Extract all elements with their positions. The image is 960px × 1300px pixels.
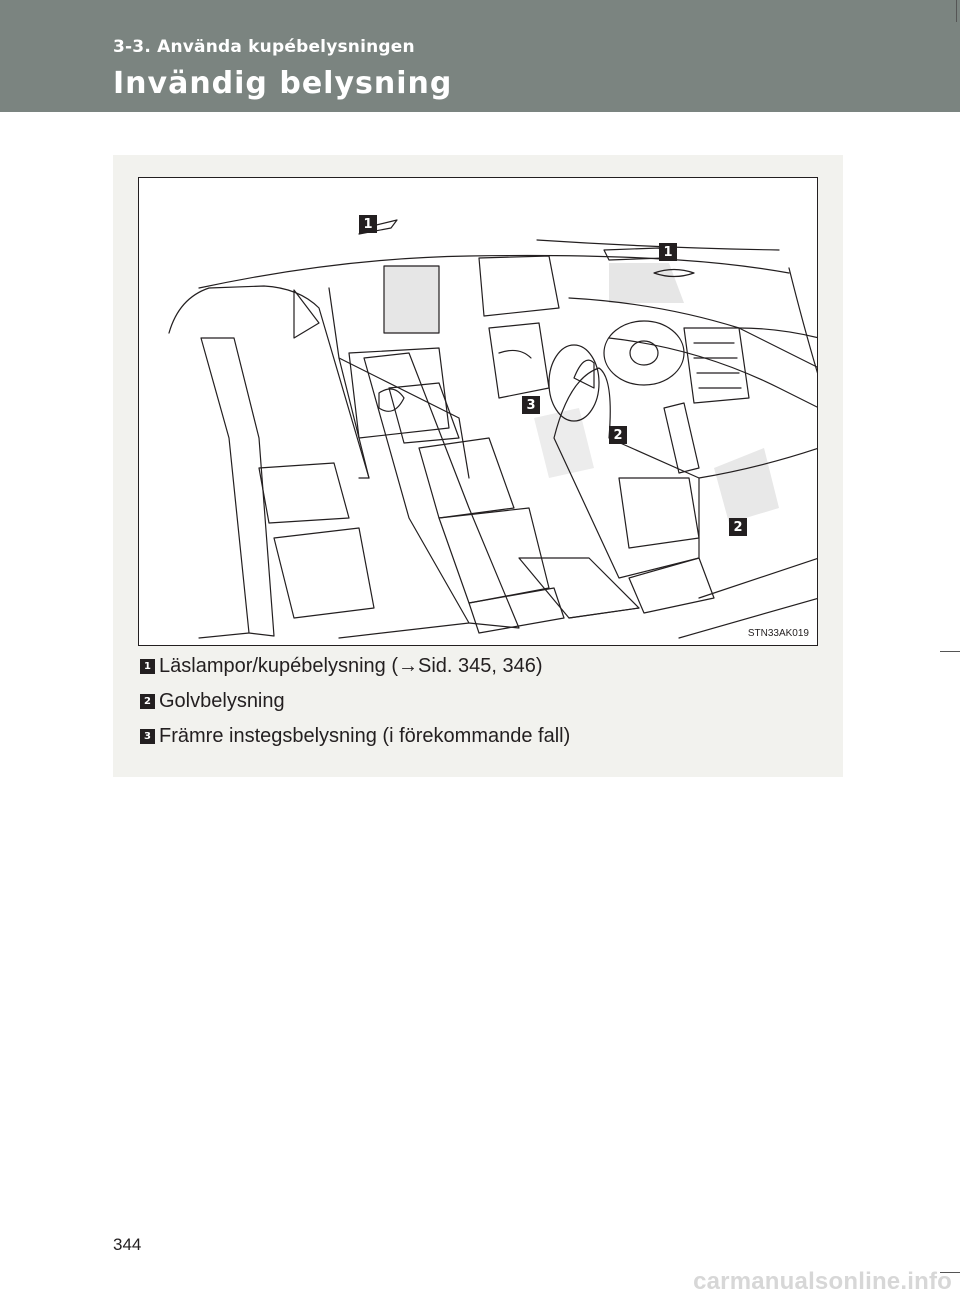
legend-number: 2 xyxy=(140,694,155,709)
crop-mark xyxy=(956,0,957,22)
legend-number: 3 xyxy=(140,729,155,744)
legend-item xyxy=(140,690,830,712)
legend-text: Läslampor/kupébelysning (→Sid. 345, 346) xyxy=(159,654,543,677)
page-number: 344 xyxy=(113,1235,142,1254)
callout-front-step-light: 3 xyxy=(522,396,540,414)
section-label: 3-3. Använda kupébelysningen xyxy=(113,37,415,57)
callout-floor-light-passenger: 2 xyxy=(729,518,747,536)
car-interior-drawing xyxy=(139,178,818,646)
page-header xyxy=(0,0,960,112)
page-title: Invändig belysning xyxy=(113,66,453,101)
illustration-panel xyxy=(113,155,843,777)
callout-reading-light-front: 1 xyxy=(659,243,677,261)
car-interior-illustration xyxy=(138,177,818,646)
figure-code: STN33AK019 xyxy=(747,628,809,639)
legend-text: Golvbelysning xyxy=(159,689,285,712)
watermark: carmanualsonline.info xyxy=(693,1268,952,1295)
callout-floor-light-center: 2 xyxy=(609,426,627,444)
legend-item xyxy=(140,655,830,677)
legend xyxy=(140,655,830,760)
legend-text: Främre instegsbelysning (i förekommande fall) xyxy=(159,724,571,747)
legend-item xyxy=(140,725,830,747)
crop-mark xyxy=(940,651,960,652)
callout-reading-light-rear: 1 xyxy=(359,215,377,233)
legend-number: 1 xyxy=(140,659,155,674)
